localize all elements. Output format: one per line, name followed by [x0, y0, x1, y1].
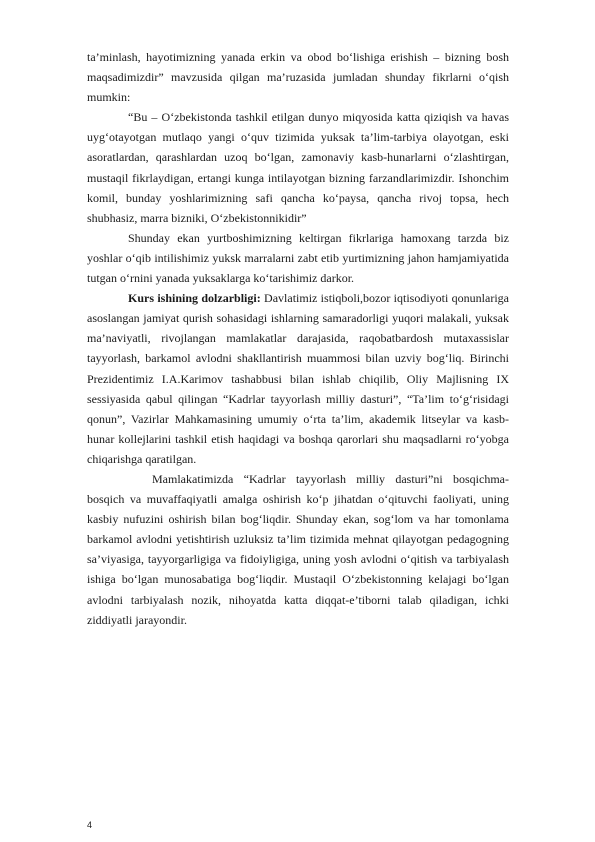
paragraph-continuation: ta’minlash, hayotimizning yanada erkin va obod bo‘lishiga erishish – bizning bosh maqsadimizdir” mavzusida qilgan ma’ruzasida jumladan shunday fikrlarni o‘qish mumkin: — [87, 50, 509, 105]
page-number: 4 — [87, 820, 93, 830]
paragraph-relevance — [87, 288, 509, 469]
paragraph-national-program: Mamlakatimizda “Kadrlar tayyorlash milliy dasturi”ni bosqichma-bosqich va muvaffaqiyatli amalga oshirish ko‘p jihatdan o‘qituvchi faoliyati, uning kasbiy nufuzini oshirish bilan bog‘liqdir. Shunday ekan, sog‘lom va har tomonlama barkamol avlodni yetishtirish uzluksiz ta’lim tizimida mehnat qilayotgan pedagogning sa’viyasiga, tayyorgarligiga va fidoiyligiga, uning yosh avlodni o‘qitish va tarbiyalash ishiga bo‘lgan munosabatiga bog‘liqdir. Mustaqil O‘zbekistonning kelajagi bo‘lgan avlodni tarbiyalash nozik, nihoyatda katta diqqat-e’tiborni talab qiladigan, ichki ziddiyatli jarayondir. — [87, 471, 509, 627]
relevance-text: Davlatimiz istiqboli,bozor iqtisodiyoti qonunlariga asoslangan jamiyat qurish sohasidagi ishlarning samaradorligi yuqori malakali, yuksak ma’naviyatli, rivojlangan mamlakatlar darajasida, raqobatbardosh mutaxassislar tayyorlash, barkamol avlodni shakllantirish muammosi bilan uzviy bog‘liq. Birinchi Prezidentimiz I.A.Karimov tashabbusi bilan ishlab chiqilib, Oliy Majlisning IX sessiyasida qabul qilingan “Kadrlar tayyorlash milliy dasturi”, “Ta’lim to‘g‘risidagi qonun”, Vazirlar Mahkamasining umumiy o‘rta ta’lim, akademik litseylar va kasb-hunar kollejlarini tashkil etish haqidagi va boshqa qarorlari shu maqsadlarni ro‘yobga chiqarishga qaratilgan. — [87, 291, 510, 466]
paragraph-conclusion: Shunday ekan yurtboshimizning keltirgan fikrlariga hamoxang tarzda biz yoshlar o‘qib intilishimiz yuksk marralarni zabt etib yurtimizning jahon hamjamiyatida tutgan o‘rnini yanada yuksaklarga ko‘tarishimiz darkor. — [87, 230, 509, 286]
document-body — [87, 47, 509, 630]
relevance-heading: Kurs ishining dolzarbligi: — [128, 291, 261, 306]
paragraph-quote: “Bu – O‘zbekistonda tashkil etilgan dunyo miqyosida katta qiziqish va havas uyg‘otayotgan mutlaqo yangi o‘quv tizimida yuksak ta’lim-tarbiya olayotgan, eski asoratlardan, qarashlardan uzoq bo‘lgan, zamonaviy kasb-hunarlarni o‘zlashtirgan, mustaqil fikrlaydigan, ertangi kunga intilayotgan bizning farzandlarimizdir. Ishonchim komil, bunday yoshlarimizning safi qancha ko‘paysa, qancha rivoj topsa, hech shubhasiz, marra bizniki, O‘zbekistonnikidir” — [87, 110, 509, 225]
